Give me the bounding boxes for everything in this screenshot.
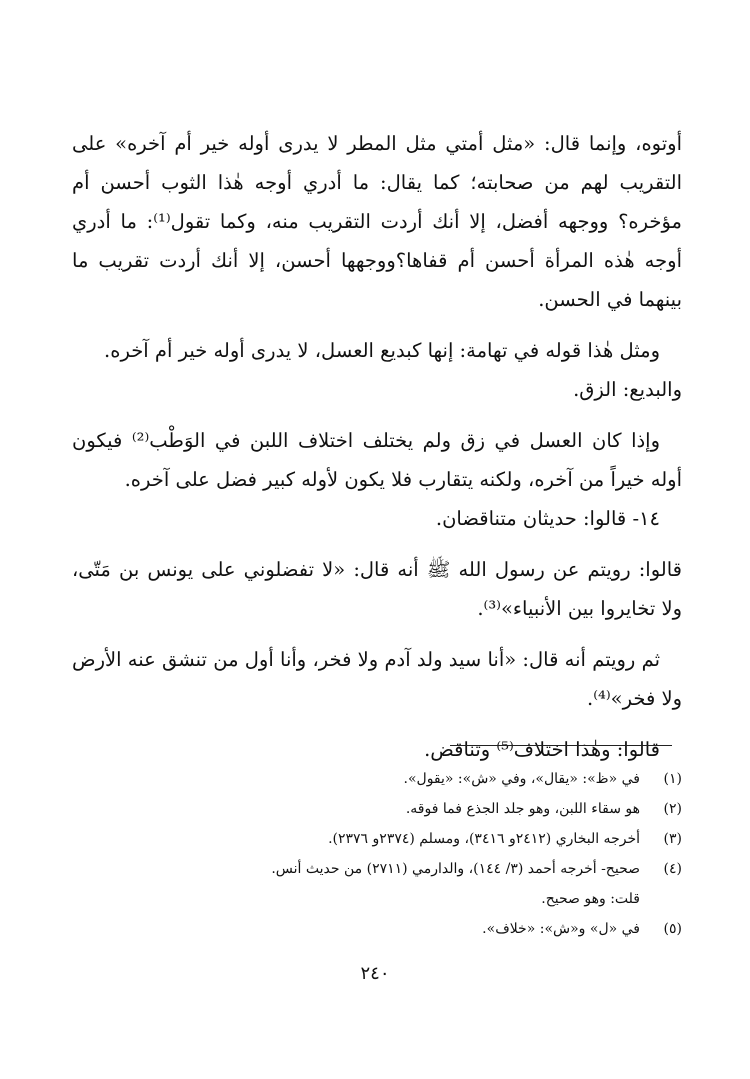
paragraph-5: قالوا: رويتم عن رسول الله ﷺ أنه قال: «لا تفضلوني على يونس بن مَتّى، ولا تخايروا بين الأنبياء»⁽³⁾. bbox=[72, 558, 682, 620]
footnote-1 bbox=[90, 764, 682, 794]
footnote-number: (٣) bbox=[663, 831, 682, 847]
page-number: ٢٤٠ bbox=[360, 963, 390, 984]
paragraph-2: ومثل هٰذا قوله في تهامة: إنها كبديع العسل، لا يدرى أوله خير أم آخره. bbox=[104, 339, 660, 362]
footnote-text: في «ل» و«ش»: «خلاف». bbox=[482, 921, 640, 937]
footnote-text: صحيح- أخرجه أحمد (٣/ ١٤٤)، والدارمي (٢٧١١) من حديث أنس. bbox=[271, 861, 640, 877]
paragraph-7: قالوا: وهٰذا اختلاف⁽⁵⁾ وتناقض. bbox=[424, 738, 660, 761]
footnote-separator bbox=[450, 745, 672, 746]
section-heading: ١٤- قالوا: حديثان متناقضان. bbox=[435, 507, 660, 530]
footnote-3 bbox=[90, 824, 682, 854]
footnote-number: (٢) bbox=[663, 801, 682, 817]
footnote-2 bbox=[90, 794, 682, 824]
main-text bbox=[72, 124, 682, 769]
footnote-number: (٥) bbox=[663, 921, 682, 937]
footnote-4 bbox=[90, 854, 682, 884]
footnotes bbox=[90, 764, 682, 944]
footnote-number: (١) bbox=[663, 771, 682, 787]
paragraph-4: وإذا كان العسل في زق ولم يختلف اختلاف اللبن في الوَطْب⁽²⁾ فيكون أوله خيراً من آخره، ولكنه يتقارب فلا يكون لأوله كبير فضل على آخره. bbox=[72, 429, 682, 491]
footnote-text: في «ظ»: «يقال»، وفي «ش»: «يقول». bbox=[403, 771, 640, 787]
paragraph-3: والبديع: الزق. bbox=[573, 378, 682, 401]
footnote-4-continuation: قلت: وهو صحيح. bbox=[541, 891, 640, 907]
footnote-text: أخرجه البخاري (٢٤١٢و ٣٤١٦)، ومسلم (٢٣٧٤و ٢٣٧٦). bbox=[328, 831, 640, 847]
footnote-5 bbox=[90, 914, 682, 944]
paragraph-1: أوتوه، وإنما قال: «مثل أمتي مثل المطر لا يدرى أوله خير أم آخره» على التقريب لهم من صحابته؛ كما يقال: ما أدري أوجه هٰذا الثوب أحسن أم مؤخره؟ ووجهه أفضل، إلا أنك أردت التقريب منه، وكما تقول⁽¹⁾: ما أدري أوجه هٰذه المرأة أحسن أم قفاها؟ووجهها أحسن، إلا أنك أردت تقريب ما بينهما في الحسن. bbox=[72, 132, 682, 311]
paragraph-6: ثم رويتم أنه قال: «أنا سيد ولد آدم ولا فخر، وأنا أول من تنشق عنه الأرض ولا فخر»⁽⁴⁾. bbox=[72, 648, 682, 710]
footnote-text: هو سقاء اللبن، وهو جلد الجذع فما فوقه. bbox=[405, 801, 640, 817]
footnote-number: (٤) bbox=[663, 861, 682, 877]
